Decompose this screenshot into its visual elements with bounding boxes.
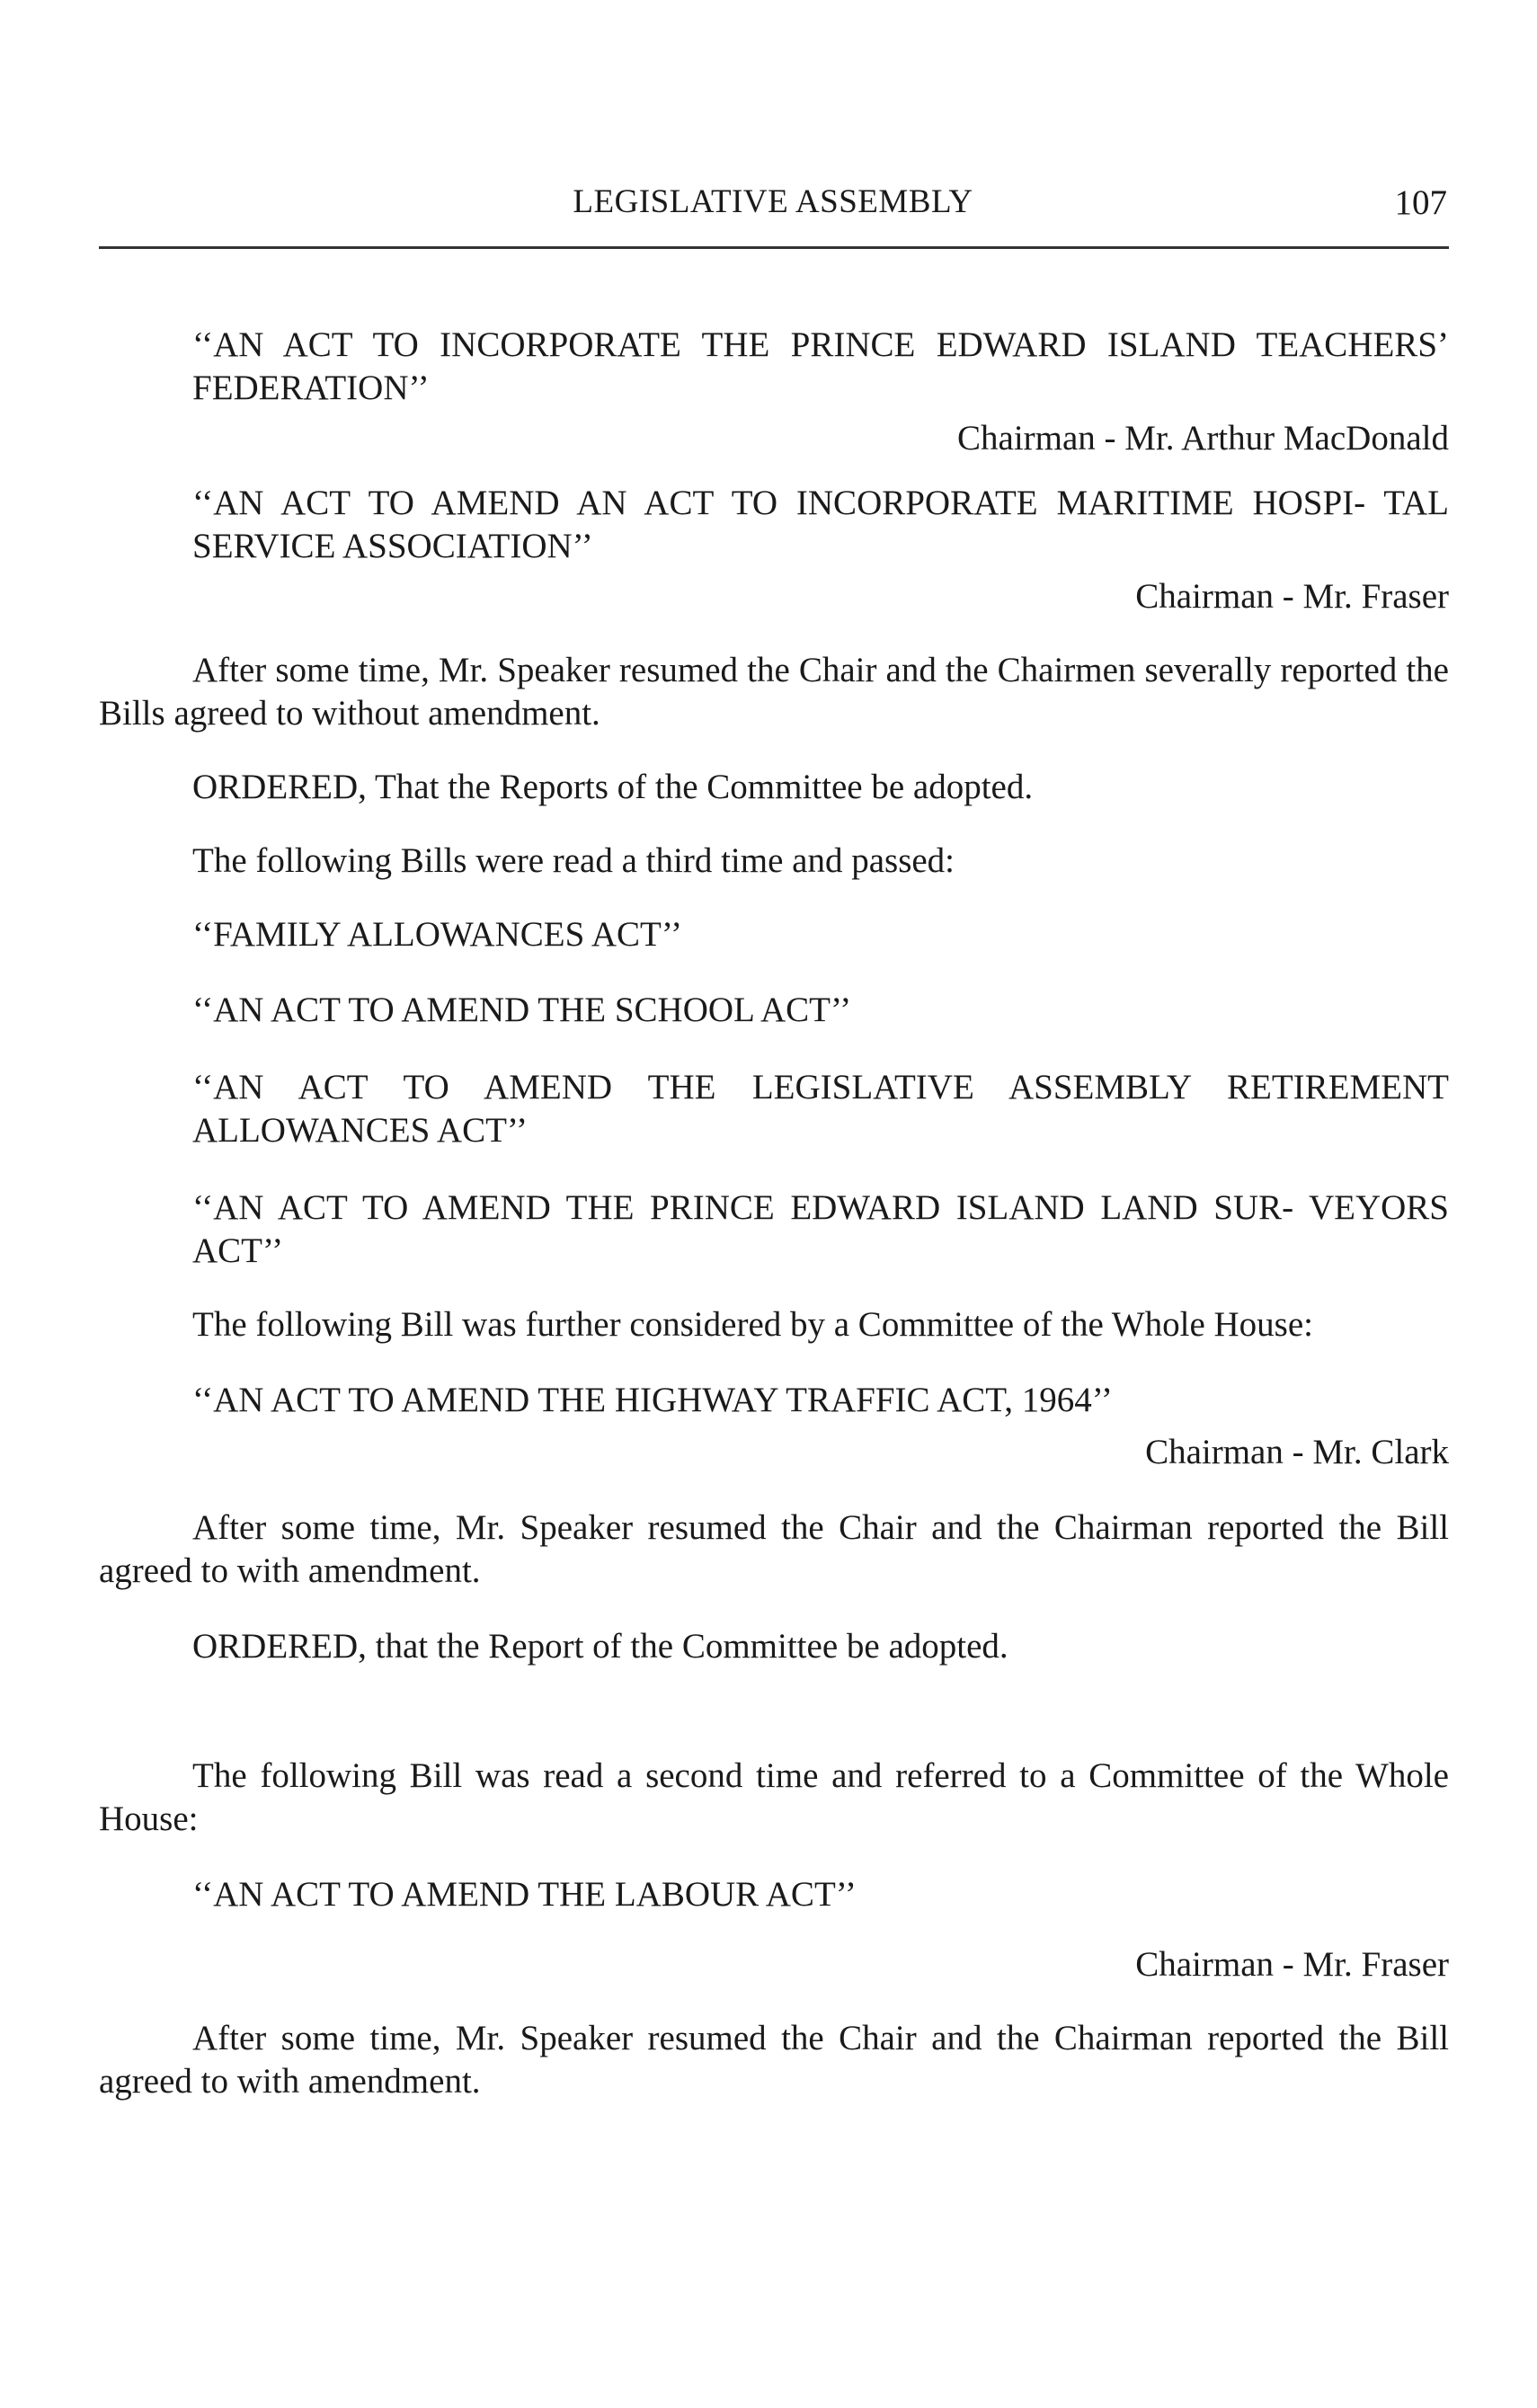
bill-title: ‘‘AN ACT TO AMEND THE LABOUR ACT’’ xyxy=(192,1875,857,1914)
paragraph: The following Bills were read a third time and passed: xyxy=(192,841,955,880)
bill-title: ‘‘AN ACT TO AMEND THE LEGISLATIVE ASSEMBLY RETIREMENT ALLOWANCES ACT’’ xyxy=(192,1068,1449,1150)
page-body xyxy=(99,324,1449,2103)
paragraph: ORDERED, that the Report of the Committee be adopted. xyxy=(192,1627,1008,1666)
running-header xyxy=(99,182,1447,236)
bill-title: ‘‘AN ACT TO AMEND AN ACT TO INCORPORATE MARITIME HOSPI- TAL SERVICE ASSOCIATION’’ xyxy=(192,484,1449,565)
paragraph: After some time, Mr. Speaker resumed the Chair and the Chairmen severally reported the Bills agreed to without amendment. xyxy=(99,651,1449,733)
header-title: LEGISLATIVE ASSEMBLY xyxy=(573,183,973,220)
bill-title: ‘‘FAMILY ALLOWANCES ACT’’ xyxy=(192,915,682,954)
committee-chairman: Chairman - Mr. Clark xyxy=(1145,1433,1449,1471)
paragraph: The following Bill was further considered by a Committee of the Whole House: xyxy=(192,1305,1313,1344)
bill-title: ‘‘AN ACT TO AMEND THE SCHOOL ACT’’ xyxy=(192,991,852,1029)
paragraph: The following Bill was read a second time and referred to a Committee of the Whole House: xyxy=(99,1756,1449,1838)
committee-chairman: Chairman - Mr. Arthur MacDonald xyxy=(957,419,1449,458)
header-rule xyxy=(99,246,1449,249)
paragraph: After some time, Mr. Speaker resumed the Chair and the Chairman reported the Bill agreed to with amendment. xyxy=(99,1508,1449,1590)
committee-chairman: Chairman - Mr. Fraser xyxy=(1135,1945,1449,1984)
paragraph: ORDERED, That the Reports of the Committee be adopted. xyxy=(192,768,1034,806)
committee-chairman: Chairman - Mr. Fraser xyxy=(1135,577,1449,616)
page-number: 107 xyxy=(1394,183,1447,222)
paragraph: After some time, Mr. Speaker resumed the Chair and the Chairman reported the Bill agreed to with amendment. xyxy=(99,2019,1449,2101)
bill-title: ‘‘AN ACT TO AMEND THE PRINCE EDWARD ISLAND LAND SUR- VEYORS ACT’’ xyxy=(192,1188,1449,1270)
bill-title: ‘‘AN ACT TO AMEND THE HIGHWAY TRAFFIC ACT, 1964’’ xyxy=(192,1381,1113,1419)
bill-title: ‘‘AN ACT TO INCORPORATE THE PRINCE EDWARD ISLAND TEACHERS’ FEDERATION’’ xyxy=(192,325,1449,407)
